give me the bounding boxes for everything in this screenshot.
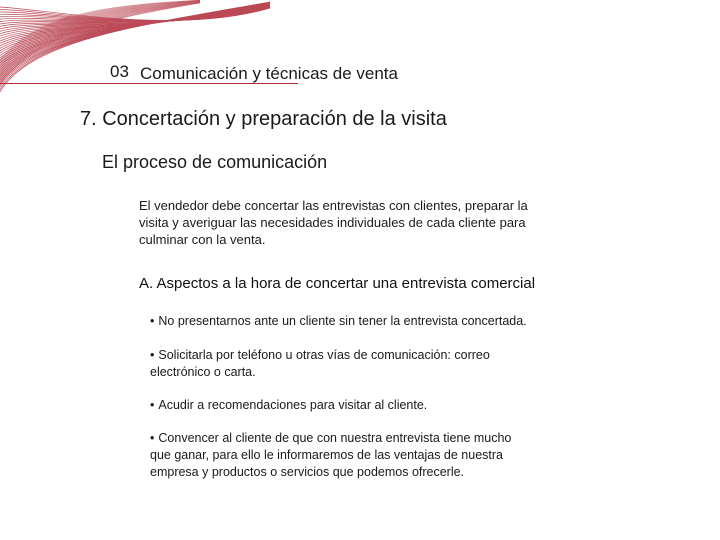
subsection-title: El proceso de comunicación	[102, 152, 328, 172]
list-item: • Solicitarla por teléfono u otras vías de comunicación: correo electrónico o carta.	[150, 348, 490, 379]
chapter-underline	[0, 83, 298, 84]
chapter-title: Comunicación y técnicas de venta	[140, 64, 398, 83]
list-item: • Acudir a recomendaciones para visitar al cliente.	[150, 398, 428, 412]
bullet-icon: •	[150, 348, 155, 362]
intro-line: visita y averiguar las necesidades individuales de cada cliente para	[139, 215, 526, 230]
list-item: • Convencer al cliente de que con nuestra entrevista tiene mucho que ganar, para ello le informaremos de las ventajas de nuestra empresa y productos o servicios que podemos ofrecerle.	[150, 431, 512, 479]
intro-line: culminar con la venta.	[139, 232, 266, 247]
bullet-icon: •	[150, 398, 155, 412]
intro-line: El vendedor debe concertar las entrevistas con clientes, preparar la	[139, 198, 528, 213]
bullet-icon: •	[150, 431, 155, 445]
intro-paragraph	[139, 197, 579, 248]
bullet-icon: •	[150, 314, 155, 328]
section-title: 7. Concertación y preparación de la visita	[80, 108, 447, 130]
aspects-heading: A. Aspectos a la hora de concertar una entrevista comercial	[139, 275, 536, 292]
list-item: • No presentarnos ante un cliente sin tener la entrevista concertada.	[150, 314, 527, 328]
chapter-number: 03	[110, 62, 129, 81]
